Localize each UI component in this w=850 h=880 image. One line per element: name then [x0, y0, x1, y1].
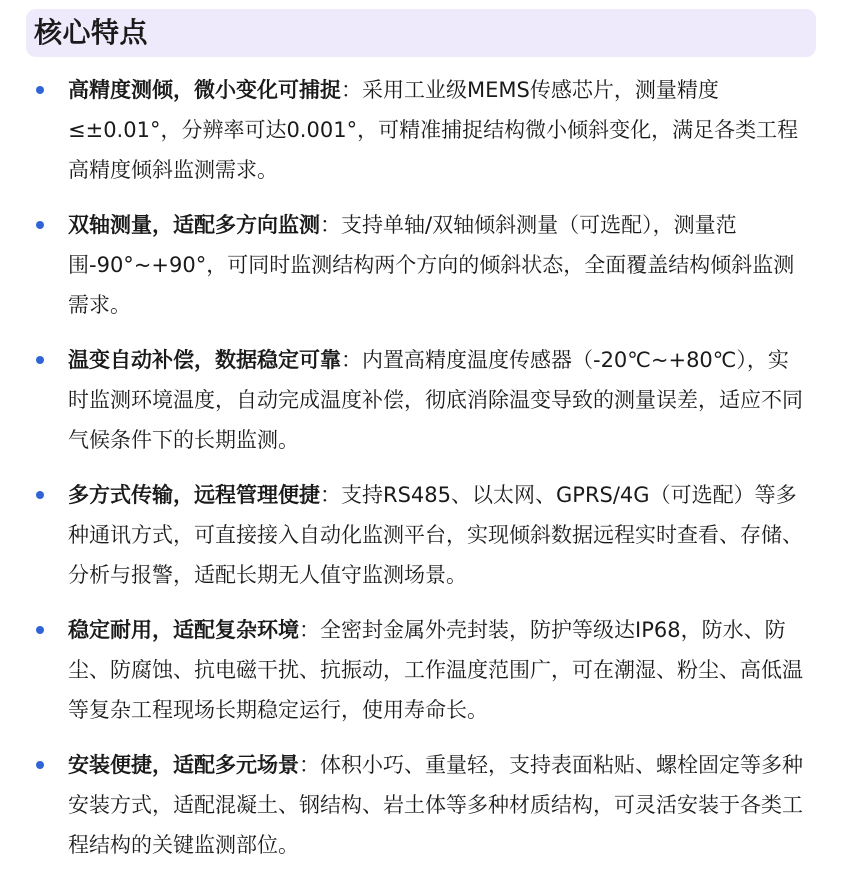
feature-separator: ： — [341, 78, 362, 102]
bullet-dot-icon — [36, 86, 44, 94]
feature-item — [0, 205, 808, 325]
feature-title: 双轴测量，适配多方向监测 — [68, 213, 320, 237]
feature-title: 温变自动补偿，数据稳定可靠 — [68, 348, 341, 372]
feature-text: 全密封金属外壳封装，防护等级达IP68，防水、防尘、防腐蚀、抗电磁干扰、抗振动，工作温度范围广，可在潮湿、粉尘、高低温等复杂工程现场长期稳定运行，使用寿命长。 — [68, 618, 803, 722]
feature-separator: ： — [299, 618, 320, 642]
feature-separator: ： — [341, 348, 362, 372]
feature-item — [0, 610, 808, 730]
feature-title: 高精度测倾，微小变化可捕捉 — [68, 78, 341, 102]
feature-separator: ： — [320, 483, 341, 507]
section-title: 核心特点 — [34, 16, 149, 49]
feature-item — [0, 340, 808, 460]
feature-title: 安装便捷，适配多元场景 — [68, 753, 299, 777]
feature-item — [0, 70, 808, 190]
bullet-dot-icon — [36, 221, 44, 229]
feature-separator: ： — [299, 753, 320, 777]
bullet-dot-icon — [36, 761, 44, 769]
feature-text: 体积小巧、重量轻，支持表面粘贴、螺栓固定等多种安装方式，适配混凝土、钢结构、岩土体等多种材质结构，可灵活安装于各类工程结构的关键监测部位。 — [68, 753, 803, 857]
bullet-dot-icon — [36, 491, 44, 499]
feature-title: 多方式传输，远程管理便捷 — [68, 483, 320, 507]
feature-separator: ： — [320, 213, 341, 237]
feature-list — [0, 70, 850, 880]
feature-item — [0, 745, 808, 865]
feature-title: 稳定耐用，适配复杂环境 — [68, 618, 299, 642]
feature-text: 支持RS485、以太网、GPRS/4G（可选配）等多种通讯方式，可直接接入自动化监测平台，实现倾斜数据远程实时查看、存储、分析与报警，适配长期无人值守监测场景。 — [68, 483, 803, 587]
feature-item — [0, 475, 808, 595]
bullet-dot-icon — [36, 356, 44, 364]
bullet-dot-icon — [36, 626, 44, 634]
feature-text: 支持单轴/双轴倾斜测量（可选配），测量范围-90°~+90°，可同时监测结构两个方向的倾斜状态，全面覆盖结构倾斜监测需求。 — [68, 213, 795, 317]
feature-text: 采用工业级MEMS传感芯片，测量精度≤±0.01°，分辨率可达0.001°，可精准捕捉结构微小倾斜变化，满足各类工程高精度倾斜监测需求。 — [68, 78, 799, 182]
feature-text: 内置高精度温度传感器（-20℃~+80℃），实时监测环境温度，自动完成温度补偿，彻底消除温变导致的测量误差，适应不同气候条件下的长期监测。 — [68, 348, 803, 452]
section-header — [26, 9, 816, 57]
